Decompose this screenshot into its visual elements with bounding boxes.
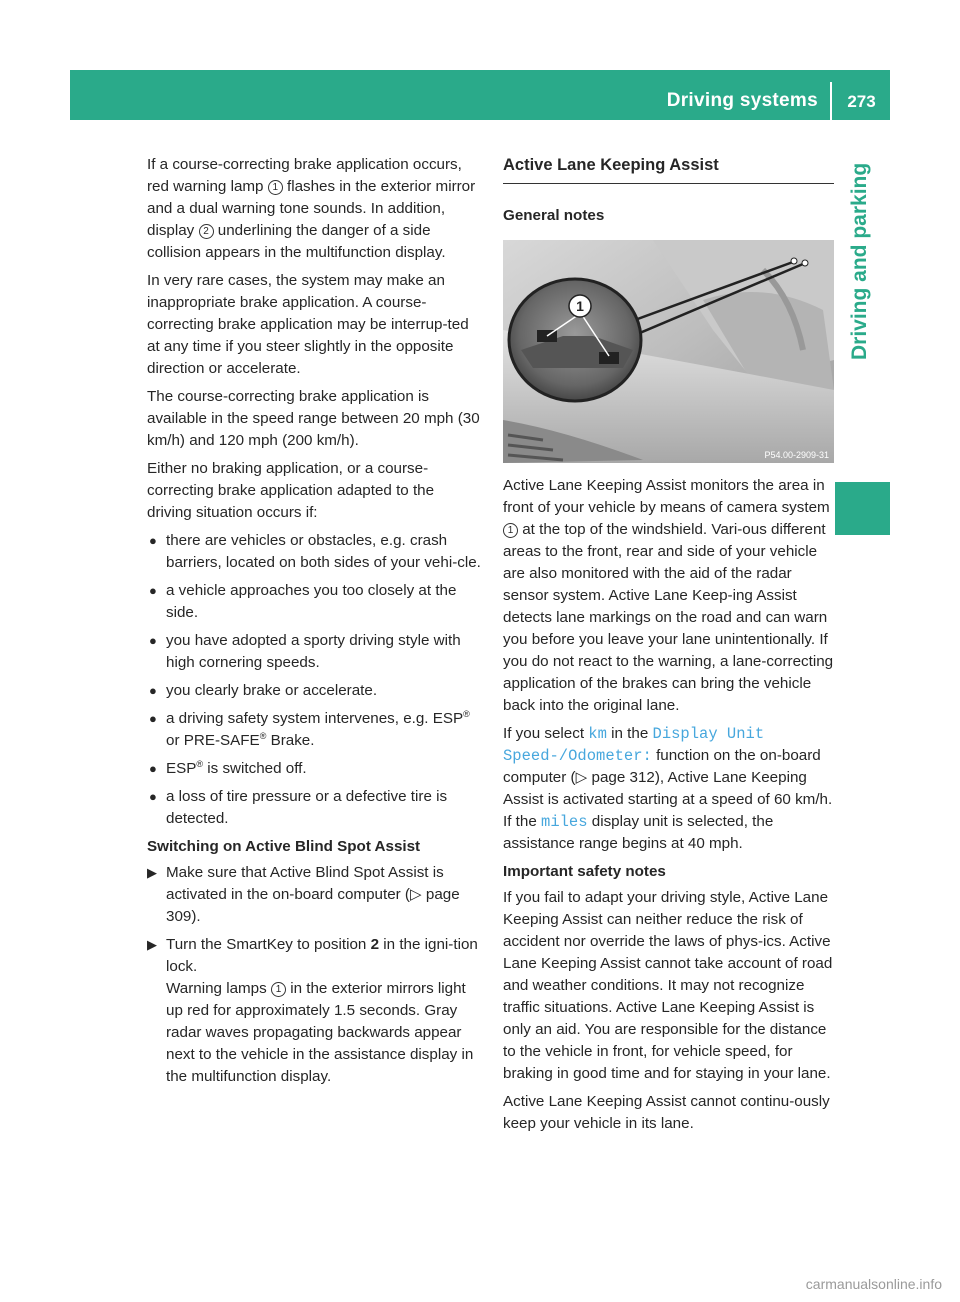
- bullet-icon: ●: [149, 583, 157, 598]
- bullet-icon: ●: [149, 683, 157, 698]
- list-item: ● ESP® is switched off.: [147, 758, 482, 780]
- list-item: ● a driving safety system intervenes, e.g. ESP® or PRE-SAFE® Brake.: [149, 708, 470, 749]
- subheading-important-safety: Important safety notes: [503, 863, 666, 880]
- paragraph-cannot-keep: Active Lane Keeping Assist cannot continu-ously keep your vehicle in its lane.: [503, 1093, 830, 1132]
- step-arrow-icon: ▶: [147, 865, 157, 880]
- watermark-footer: carmanualsonline.info: [805, 1276, 942, 1292]
- section-title: Active Lane Keeping Assist: [503, 154, 834, 184]
- page-ref-arrow-icon: ▷: [575, 769, 588, 786]
- paragraph-conditions: Either no braking application, or a course-correcting brake application adapted to the driving situation occurs if:: [147, 460, 435, 521]
- list-item: ● there are vehicles or obstacles, e.g. crash barriers, located on both sides of your vehi-cle.: [149, 532, 481, 571]
- side-tab-label: Driving and parking: [848, 162, 871, 360]
- callout-1-icon: 1: [503, 523, 518, 538]
- bullet-icon: ●: [149, 711, 157, 726]
- paragraph-speed-range: The course-correcting brake application is available in the speed range between 20 mph (30 km/h) and 120 mph (200 km/h).: [147, 388, 480, 449]
- page-number: 273: [847, 92, 876, 111]
- list-item: ● a loss of tire pressure or a defective tire is detected.: [149, 788, 448, 827]
- subheading-switching-on: Switching on Active Blind Spot Assist: [147, 838, 421, 855]
- display-unit-menu: Display Unit Speed-/Odometer:: [503, 725, 765, 765]
- bullet-icon: ●: [149, 633, 157, 648]
- step-item: ▶ Turn the SmartKey to position 2 in the igni-tion lock. Warning lamps 1 in the exterior mirrors light up red for approximately 1.5 seconds. Gray radar waves propagating backwards appear next to the vehicle in the assistance display in the multifunction display.: [147, 936, 478, 1085]
- subheading-general-notes: General notes: [503, 207, 605, 224]
- paragraph-select-unit: If you select km in the Display Unit Speed-/Odometer: function on the on-board computer (▷ page 312), Active Lane Keeping Assist is activated starting at a speed of 60 km/h. If the miles display unit is selected, the assistance range begins at 40 mph.: [503, 725, 833, 852]
- right-column: [503, 154, 834, 1141]
- side-tab-marker: [835, 482, 890, 535]
- paragraph-safety: If you fail to adapt your driving style, Active Lane Keeping Assist can neither reduce the risk of accident nor override the laws of phys-ics. Active Lane Keeping Assist cannot take account of road and weather conditions. It may not recognize traffic situations. Active Lane Keeping Assist is only an aid. You are responsible for the distance to the vehicle in front, for vehicle speed, for braking in good time and for staying in your lane.: [503, 889, 833, 1082]
- bullet-icon: ●: [149, 761, 157, 776]
- header-bar: [70, 70, 890, 120]
- paragraph-monitors: Active Lane Keeping Assist monitors the area in front of your vehicle by means of camera system 1 at the top of the windshield. Vari-ous different areas to the front, rear and side of your vehicle are also monitored with the aid of the radar sensor system. Active Lane Keep-ing Assist detects lane markings on the road and can warn you before you leave your lane unintentionally. If you do not react to the warning, a lane-correcting application of the brakes can bring the vehicle back into the original lane.: [503, 477, 834, 714]
- miles-option: miles: [541, 813, 588, 831]
- callout-2-icon: 2: [199, 224, 214, 239]
- paragraph-warning-lamp: If a course-correcting brake application occurs, red warning lamp 1 flashes in the exterior mirror and a dual warning tone sounds. In addition, display 2 underlining the danger of a side collision appears in the multifunction display.: [147, 156, 476, 261]
- section-header-title: Driving systems: [666, 90, 818, 111]
- list-item: ● a vehicle approaches you too closely at the side.: [149, 582, 457, 621]
- step-item: ▶ Make sure that Active Blind Spot Assist is activated in the on-board computer (▷ page 309).: [147, 864, 460, 925]
- paragraph-rare-cases: In very rare cases, the system may make an inappropriate brake application. A course-correcting brake application may be interrup-ted at any time if you steer slightly in the opposite direction or accelerate.: [147, 272, 469, 377]
- header-divider: [830, 82, 832, 120]
- conditions-list: [147, 530, 482, 830]
- callout-1-label: 1: [576, 298, 584, 314]
- step-arrow-icon: ▶: [147, 937, 157, 952]
- km-option: km: [588, 725, 607, 743]
- image-code: P54.00-2909-31: [764, 450, 829, 460]
- list-item: ● you clearly brake or accelerate.: [147, 680, 482, 702]
- list-item: ● you have adopted a sporty driving style with high cornering speeds.: [149, 632, 461, 671]
- left-column: [147, 154, 482, 1094]
- callout-1-icon: 1: [271, 982, 286, 997]
- page-ref-arrow-icon: ▷: [409, 886, 422, 903]
- bullet-icon: ●: [149, 789, 157, 804]
- callout-1-icon: 1: [268, 180, 283, 195]
- bullet-icon: ●: [149, 533, 157, 548]
- camera-system-photo: [503, 240, 834, 463]
